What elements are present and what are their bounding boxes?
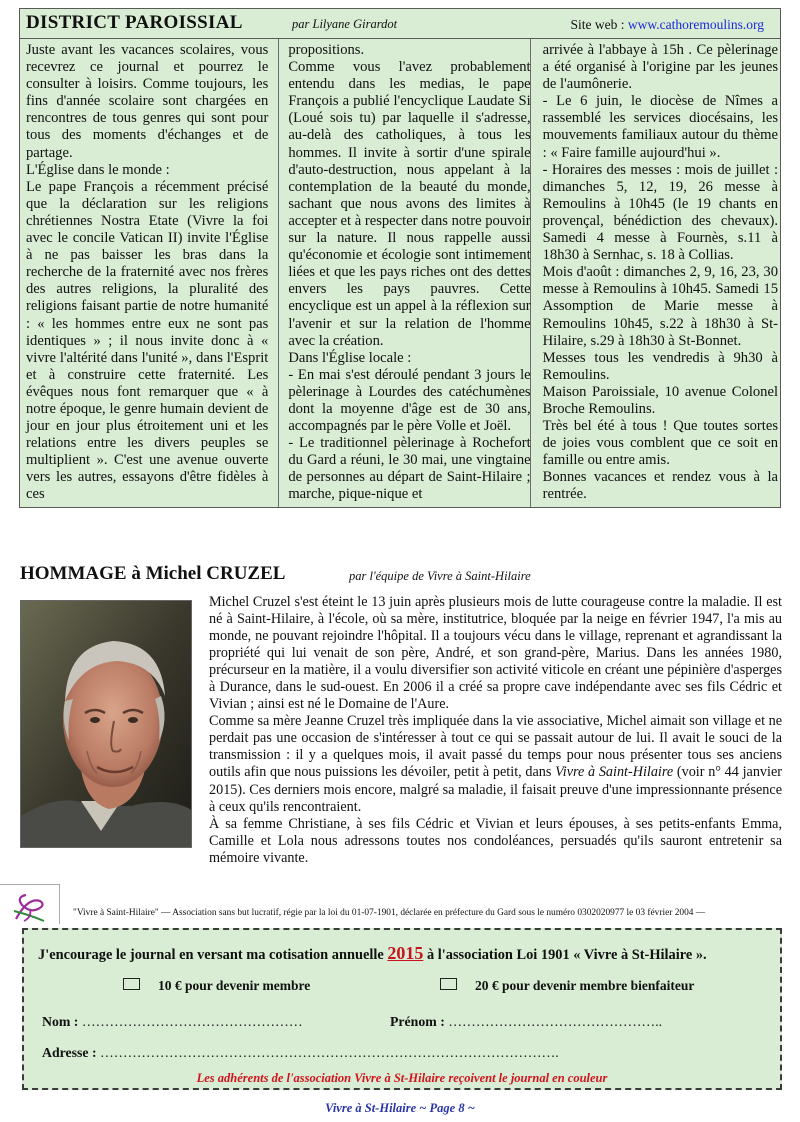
district-column-3 (543, 42, 778, 504)
paragraph: Très bel été à tous ! Que toutes sortes de joies vous comblent que ce soit en famille ou entre amis. (542, 418, 779, 469)
site-link[interactable]: www.cathoremoulins.org (627, 17, 764, 32)
paragraph: arrivée à l'abbaye à 15h . Ce pèlerinage a été organisé à l'origine par les jeunes de l'aumônerie. (542, 42, 779, 93)
paragraph: Dans l'Église locale : (288, 349, 412, 366)
prenom-blank: ……………………………………….. (448, 1014, 663, 1029)
paragraph: Bonnes vacances et rendez vous à la rentrée. (542, 469, 779, 503)
member-checkbox[interactable] (123, 978, 140, 990)
portrait-photo (20, 600, 192, 848)
paragraph: L'Église dans le monde : (26, 161, 170, 178)
paragraph: Michel Cruzel s'est éteint le 13 juin après plusieurs mois de lutte courageuse contre la maladie. Il est né à Saint-Hilaire, à l'école, où sa mère, institutrice, bloquée par la neige en février 1947, l'a mis au monde, ne pouvant rejoindre l'hôpital. Il a toujours vécu dans le village, reprenant et agrandissant la propriété qui lui venait de son père, André, et son grand-père, Marius. Dans les années 1980, précurseur en la matière, il a voulu diversifier son activité viticole en créant une pépinière d'asperges à Durance, dans le sud-ouest. En 2006 il a créé sa propre cave indépendante avec ses fils Cédric et Vivian ; ainsi est né le Domaine de l'Aure. (209, 594, 782, 713)
paragraph: - Le 6 juin, le diocèse de Nîmes a rassemblé les services diocésains, les mouvements familiaux autour du thème : « Faire famille aujourd'hui ». (542, 93, 779, 161)
page-number-footer: Vivre à St-Hilaire ~ Page 8 ~ (325, 1101, 475, 1115)
site-label: Site web : (570, 17, 628, 32)
nom-label: Nom : (42, 1014, 82, 1029)
nom-blank: ………………………………………… (81, 1014, 303, 1029)
paragraph: Le pape François a récemment précisé que la déclaration sur les religions chrétiennes Nostra Etate (Vivre la foi avec le concile Vatican II) invite l'Église à ne pas baisser les bras dans la recherche de la fraternité avec nos frères des autres religions, la pluralité des religions faisant partie de notre humanité : « les hommes entre eux ne sont pas identiques » ; il nous invite donc à « vivre l'altérité dans l'unité », dans l'Esprit et à construire cette fraternité. Les évêques nous font remarquer que « à notre époque, le genre humain devient de jour en jour plus étroitement uni et les relations entre les divers peuples se multiplient ». C'est une avenue ouverte vers les autres, essayons d'être fidèles à ces (26, 178, 269, 503)
nom-field[interactable] (42, 1014, 303, 1030)
journal-title: Vivre à Saint-Hilaire (555, 764, 674, 781)
form-heading (38, 943, 707, 964)
paragraph: - Horaires des messes : mois de juillet : dimanches 5, 12, 19, 26 messe à Remoulins à 10h45 (le 19 chants en provençal, bénédiction des chevaux). Samedi 4 messe à Fournès, s.11 à 18h30 à Sernhac, s. 18 à Collias. (542, 161, 779, 264)
prenom-label: Prénom : (390, 1014, 449, 1029)
color-journal-note: Les adhérents de l'association Vivre à St-Hilaire reçoivent le journal en couleur (196, 1071, 608, 1085)
benefactor-option-label: 20 € pour devenir membre bienfaiteur (475, 978, 695, 993)
benefactor-checkbox[interactable] (440, 978, 457, 990)
adresse-field[interactable] (42, 1045, 559, 1061)
membership-form (22, 928, 782, 1090)
hommage-text (209, 594, 782, 867)
paragraph (209, 713, 782, 815)
paragraph: - En mai s'est déroulé pendant 3 jours le pèlerinage à Lourdes des catéchumènes dont la moyenne d'âge est de 30 ans, accompagnés par le père Volle et Joël. (288, 366, 531, 435)
paragraph: Maison Paroissiale, 10 avenue Colonel Broche Remoulins. (542, 383, 779, 417)
district-column-1 (26, 42, 268, 504)
hommage-byline: par l'équipe de Vivre à Saint-Hilaire (349, 569, 531, 583)
district-paroissial-box (19, 8, 781, 508)
district-columns (26, 42, 778, 504)
paragraph-part: (voir n° 44 janvier 2015). Ces derniers mois encore, malgré sa maladie, il faisait preuve d'une impressionnante présence à ceux qu'ils rencontraient. (209, 764, 782, 815)
corner-frame (0, 884, 60, 924)
paragraph: Mois d'août : dimanches 2, 9, 16, 23, 30 messe à Remoulins à 10h45. Samedi 15 Assomption de Marie messe à Remoulins 10h45, s.22 à 18h30 à St- Hilaire, s.29 à 18h30 à St-Bonnet. (542, 264, 779, 349)
paragraph: Messes tous les vendredis à 9h30 à Remoulins. (542, 349, 779, 383)
paragraph: - Le traditionnel pèlerinage à Rochefort du Gard a réuni, le 30 mai, une vingtaine de personnes au départ de Saint-Hilaire ; marche, pique-nique et (288, 435, 531, 503)
district-author: par Lilyane Girardot (292, 17, 398, 31)
district-column-2 (288, 42, 530, 504)
membership-year: 2015 (387, 943, 424, 963)
heading-part: J'encourage le journal en versant ma cotisation annuelle (38, 947, 388, 963)
paragraph: propositions. (288, 42, 365, 58)
hommage-title: HOMMAGE à Michel CRUZEL (20, 563, 286, 584)
ornament-logo-icon (10, 891, 50, 927)
paragraph-part: Comme sa mère Jeanne Cruzel très impliquée dans la vie associative, Michel aimait son village et ne perdait pas une occasion de s'intéresser à tout ce qui se passait autour de lui. Il avait le souci de la transmission : il y a quelques mois, il avait passé du temps pour nous présenter tous ses anciens outils afin que nous puissions les dévoiler, petit à petit, dans (209, 713, 782, 781)
adresse-label: Adresse : (42, 1045, 100, 1060)
association-note: "Vivre à Saint-Hilaire" — Association sans but lucratif, régie par la loi du 01-07-1901, déclarée en préfecture du Gard sous le numéro 0302020977 le 03 février 2004 — (73, 908, 706, 918)
heading-part: à l'association Loi 1901 « Vivre à St-Hilaire ». (423, 947, 707, 963)
district-header (20, 9, 780, 39)
paragraph: Juste avant les vacances scolaires, vous recevrez ce journal et pourrez le consulter à loisirs. Comme toujours, les fins d'année scolaire sont chargées en rencontres de tous genres qui sont pour tous des moments d'échanges et de partage. (26, 42, 269, 161)
prenom-field[interactable] (390, 1014, 662, 1030)
district-site (571, 17, 764, 33)
adresse-blank: ………………………………………………………………………………………. (100, 1045, 559, 1060)
paragraph: Comme vous l'avez probablement entendu dans les medias, le pape François a publié l'encyclique Laudate Si (Loué sois tu) par laquelle il s'adresse, au-delà des catholiques, à tous les hommes. Il invite à sortir d'une spirale d'auto-destruction, nous appelant à la contemplation de la beauté du monde, sachant que nous avons des limites à accepter et à respecter dans notre pouvoir sur la nature. Il nous rappelle aussi qu'économie et écologie sont intimement liées et que les pays riches ont des dettes envers les pays pauvres. Cette encyclique est un appel à la réflexion sur l'avenir et sur la relation de l'homme avec la création. (288, 59, 531, 349)
member-option-label: 10 € pour devenir membre (158, 978, 311, 993)
district-title: DISTRICT PAROISSIAL (26, 12, 243, 33)
paragraph: À sa femme Christiane, à ses fils Cédric et Vivian et leurs épouses, à ses petits-enfants Emma, Camille et Lola nous adressons toutes nos condoléances, persuadés qu'ils sauront entretenir sa mémoire vivante. (209, 815, 782, 866)
portrait-illustration (21, 601, 192, 848)
